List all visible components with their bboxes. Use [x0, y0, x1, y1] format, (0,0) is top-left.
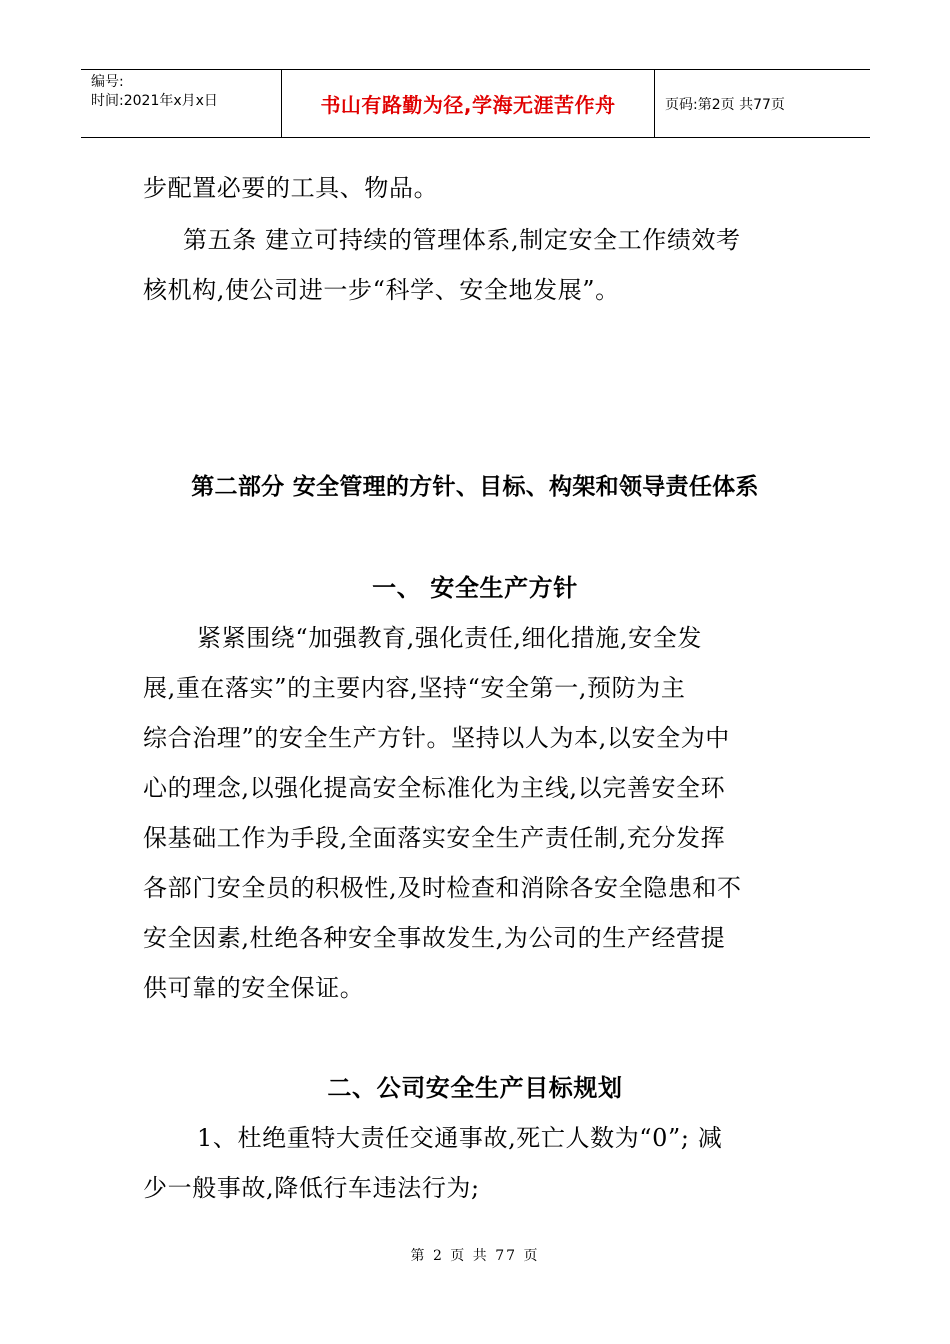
paragraph-line: 展,重在落实”的主要内容,坚持“安全第一,预防为主 [143, 674, 686, 702]
header-page-info: 页码:第2页 共77页 [665, 96, 785, 113]
body-line: 核机构,使公司进一步“科学、安全地发展”。 [143, 276, 620, 304]
page-header [81, 69, 870, 138]
paragraph-line: 1、杜绝重特大责任交通事故,死亡人数为“0”; 减 [197, 1124, 723, 1152]
paragraph-line: 心的理念,以强化提高安全标准化为主线,以完善安全环 [143, 774, 726, 802]
paragraph-line: 紧紧围绕“加强教育,强化责任,细化措施,安全发 [197, 624, 702, 652]
paragraph-line: 综合治理”的安全生产方针。坚持以人为本,以安全为中 [143, 724, 730, 752]
part-title: 第二部分 安全管理的方针、目标、构架和领导责任体系 [191, 474, 759, 500]
header-motto: 书山有路勤为径,学海无涯苦作舟 [282, 70, 655, 137]
body-line: 步配置必要的工具、物品。 [143, 174, 439, 202]
time-label: 时间:2021年x月x日 [91, 93, 218, 109]
body-line: 第五条 建立可持续的管理体系,制定安全工作绩效考 [183, 226, 741, 254]
paragraph-line: 供可靠的安全保证。 [143, 974, 365, 1002]
number-label: 编号: [91, 74, 124, 90]
page-footer: 第 2 页 共 77 页 [410, 1248, 540, 1264]
paragraph-line: 各部门安全员的积极性,及时检查和消除各安全隐患和不 [143, 874, 742, 902]
paragraph-line: 保基础工作为手段,全面落实安全生产责任制,充分发挥 [143, 824, 726, 852]
section-title: 二、公司安全生产目标规划 [327, 1074, 623, 1102]
header-left-cell [81, 70, 282, 137]
paragraph-line: 少一般事故,降低行车违法行为; [143, 1174, 480, 1202]
section-title: 一、 安全生产方针 [372, 574, 578, 602]
paragraph-line: 安全因素,杜绝各种安全事故发生,为公司的生产经营提 [143, 924, 726, 952]
